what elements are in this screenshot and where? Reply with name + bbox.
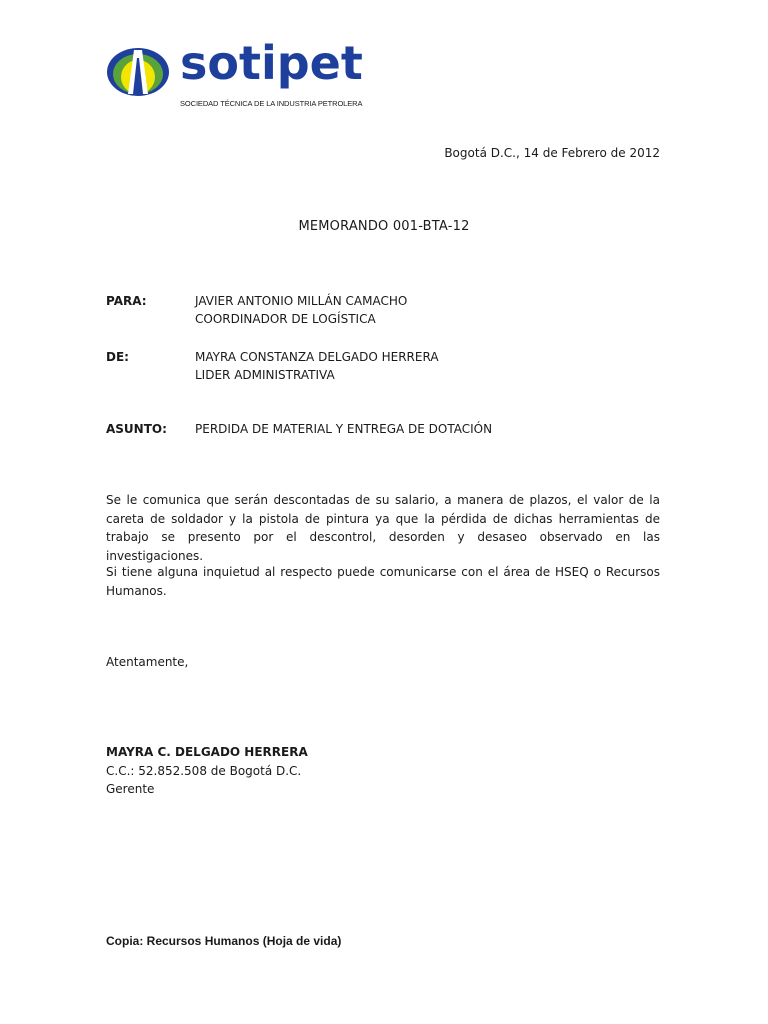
body-paragraph-1: Se le comunica que serán descontadas de su salario, a manera de plazos, el valor de la careta de soldador y la pistola de pintura ya que la pérdida de dichas herramientas de trabajo se presento por el descontrol, desorden y desaseo observado en las investigaciones.: [106, 493, 660, 563]
logo-subtitle: SOCIEDAD TÉCNICA DE LA INDUSTRIA PETROLERA: [180, 99, 363, 108]
para-recipient-role: COORDINADOR DE LOGÍSTICA: [195, 312, 376, 326]
para-recipient-name: JAVIER ANTONIO MILLÁN CAMACHO: [195, 294, 408, 308]
signature-block: [106, 743, 308, 799]
field-asunto-value: PERDIDA DE MATERIAL Y ENTREGA DE DOTACIÓN: [195, 422, 493, 436]
field-para-value: [195, 292, 407, 328]
field-de-label: DE:: [106, 350, 129, 364]
logo-arch-icon: [106, 44, 170, 96]
signature-name: MAYRA C. DELGADO HERRERA: [106, 745, 308, 759]
closing-salutation: Atentamente,: [106, 655, 189, 669]
field-de-value: [195, 348, 439, 384]
signature-id: C.C.: 52.852.508 de Bogotá D.C.: [106, 763, 302, 778]
signature-role: Gerente: [106, 782, 155, 796]
field-para-label: PARA:: [106, 294, 147, 308]
de-sender-role: LIDER ADMINISTRATIVA: [195, 368, 335, 382]
company-logo: [106, 36, 366, 112]
copy-note: Copia: Recursos Humanos (Hoja de vida): [106, 934, 342, 948]
de-sender-name: MAYRA CONSTANZA DELGADO HERRERA: [195, 350, 439, 364]
memo-title: MEMORANDO 001-BTA-12: [298, 219, 470, 234]
logo-wordmark: sotipet: [180, 36, 363, 90]
body-paragraph-2: Si tiene alguna inquietud al respecto puede comunicarse con el área de HSEQ o Recursos Humanos.: [106, 565, 660, 598]
memo-date: Bogotá D.C., 14 de Febrero de 2012: [444, 146, 660, 160]
field-asunto-label: ASUNTO:: [106, 422, 167, 436]
